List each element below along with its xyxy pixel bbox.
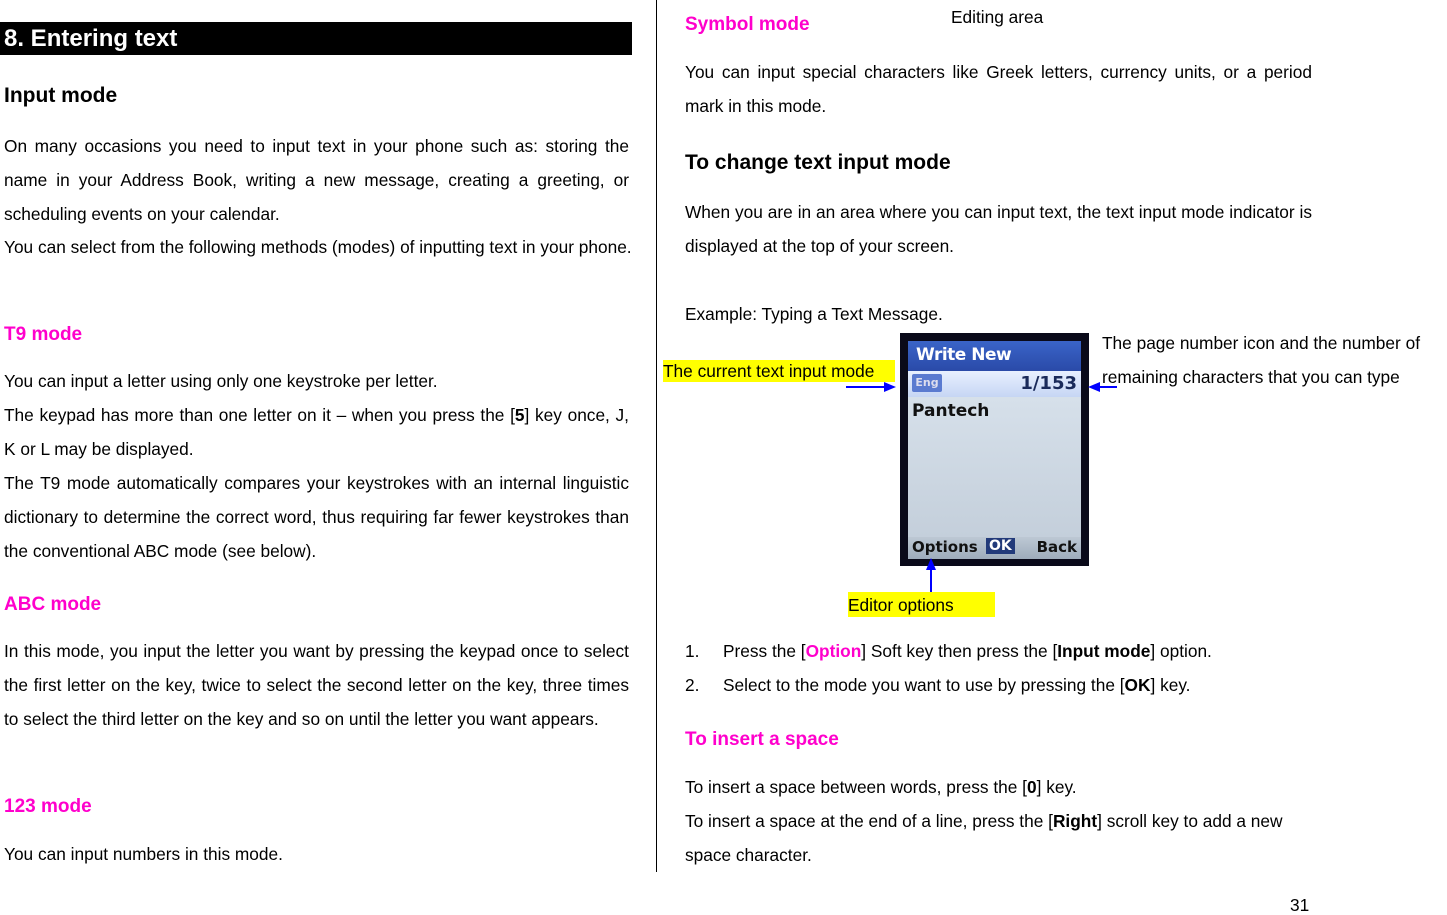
mode-badge: Eng xyxy=(912,374,942,392)
t9-mode-heading: T9 mode xyxy=(4,324,83,345)
intro-paragraph-2: You can select from the following methods (modes) of inputting text in your phone. xyxy=(4,237,632,257)
change-mode-paragraph: When you are in an area where you can input text, the text input mode indicator is displayed at the top of your screen. xyxy=(685,202,1312,256)
step-2: 2. Select to the mode you want to use by pressing the [OK] key. xyxy=(685,675,1191,695)
change-mode-heading: To change text input mode xyxy=(685,151,951,174)
softkey-options: Options xyxy=(912,538,978,556)
insert-space-heading: To insert a space xyxy=(685,729,839,750)
space-paragraph-1: To insert a space between words, press the [0] key. xyxy=(685,777,1077,797)
t9-paragraph-3: The T9 mode automatically compares your keystrokes with an internal linguistic dictionary to determine the correct word, thus requiring far fewer keystrokes than the conventional ABC mode (see below). xyxy=(4,473,629,561)
t9-paragraph-2: The keypad has more than one letter on it – when you press the [5] key once, J, K or L may be displayed. xyxy=(4,405,629,459)
callout-editor-options: Editor options xyxy=(848,592,995,617)
callout-page-number: The page number icon and the number of remaining characters that you can type xyxy=(1102,333,1420,387)
input-mode-key: Input mode xyxy=(1057,641,1151,661)
abc-paragraph: In this mode, you input the letter you want by pressing the keypad once to select the first letter on the key, twice to select the second letter on the key, three times to select the third letter on the key and so on until the letter you want appears. xyxy=(4,641,629,729)
arrow-page-number-head xyxy=(1088,382,1100,392)
step-1: 1. Press the [Option] Soft key then press the [Input mode] option. xyxy=(685,641,1212,661)
space-paragraph-2: To insert a space at the end of a line, press the [Right] scroll key to add a new space character. xyxy=(685,811,1283,865)
key-0: 0 xyxy=(1026,777,1037,797)
phone-body-text: Pantech xyxy=(912,401,990,421)
key-5: 5 xyxy=(514,405,525,425)
ok-key: OK xyxy=(1124,675,1151,695)
phone-title: Write New xyxy=(916,345,1012,365)
example-label: Example: Typing a Text Message. xyxy=(685,304,943,324)
softkey-ok: OK xyxy=(986,538,1015,554)
abc-mode-heading: ABC mode xyxy=(4,594,102,615)
softkey-back: Back xyxy=(1036,538,1077,556)
arrow-current-mode-head xyxy=(884,382,896,392)
callout-current-mode: The current text input mode xyxy=(663,360,895,382)
editing-area-label: Editing area xyxy=(951,7,1044,27)
section-title: 8. Entering text xyxy=(0,22,632,55)
input-mode-heading: Input mode xyxy=(4,84,118,107)
option-key: Option xyxy=(805,641,862,661)
page-number: 31 xyxy=(1290,895,1310,915)
arrow-editor-options-head xyxy=(926,558,936,570)
t9-paragraph-1: You can input a letter using only one keystroke per letter. xyxy=(4,371,438,391)
intro-paragraph: On many occasions you need to input text in your phone such as: storing the name in your Address Book, writing a new message, creating a greeting, or scheduling events on your calendar. xyxy=(4,136,629,224)
123-mode-heading: 123 mode xyxy=(4,796,92,817)
symbol-paragraph: You can input special characters like Greek letters, currency units, or a period mark in this mode. xyxy=(685,62,1312,116)
right-key: Right xyxy=(1052,811,1098,831)
123-paragraph: You can input numbers in this mode. xyxy=(4,844,283,864)
character-counter: 1/153 xyxy=(1020,373,1077,394)
symbol-mode-heading: Symbol mode xyxy=(685,14,810,35)
